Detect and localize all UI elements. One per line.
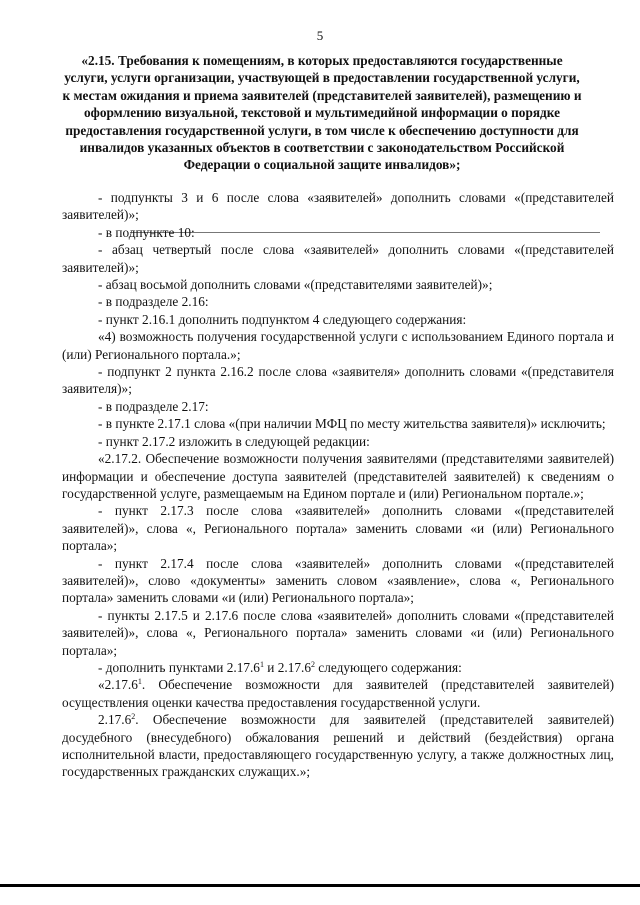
paragraph-9: - в подразделе 2.17: bbox=[98, 398, 209, 414]
paragraph-3: - абзац четвертый после слова «заявителей» дополнить словами «(представителей заявителей)»; bbox=[62, 242, 614, 275]
p18-sup: 2 bbox=[131, 712, 136, 722]
paragraph-4: - абзац восьмой дополнить словами «(представителями заявителей)»; bbox=[98, 277, 493, 293]
paragraph-16 bbox=[62, 659, 614, 676]
p17-text-a: «2.17.6 bbox=[98, 677, 138, 693]
p18-text-a: 2.17.6 bbox=[98, 712, 132, 728]
p16-text-b: и 2.17.6 bbox=[263, 659, 311, 675]
p16-text-a: - дополнить пунктами 2.17.6 bbox=[98, 659, 260, 675]
paragraph-14: - пункт 2.17.4 после слова «заявителей» дополнить словами «(представителей заявителей)», слово «документы» заменить словом «заявление», слова «, Регионального портала» заменить словами «и (или) Регионального портала»; bbox=[62, 555, 614, 606]
p16-sup-1: 1 bbox=[259, 659, 264, 669]
p16-text-c: следующего содержания: bbox=[314, 659, 462, 675]
p17-sup: 1 bbox=[137, 677, 142, 687]
paragraph-11: - пункт 2.17.2 изложить в следующей редакции: bbox=[98, 433, 370, 449]
paragraph-2: - в подпункте 10: bbox=[98, 224, 195, 240]
paragraph-5: - в подразделе 2.16: bbox=[98, 294, 209, 310]
paragraph-6: - пункт 2.16.1 дополнить подпунктом 4 следующего содержания: bbox=[98, 311, 467, 327]
p17-text-b: . Обеспечение возможности для заявителей (представителей заявителей) осуществления оценки качества предоставления государственной услуги. bbox=[62, 677, 614, 710]
paragraph-15: - пункты 2.17.5 и 2.17.6 после слова «заявителей» дополнить словами «(представителей заявителей)», слова «, Регионального портала» заменить словами «и (или) Регионального портала»; bbox=[62, 607, 614, 658]
paragraph-13: - пункт 2.17.3 после слова «заявителей» дополнить словами «(представителей заявителей)», слова «, Регионального портала» заменить словами «и (или) Регионального портала»; bbox=[62, 503, 614, 554]
paragraph-12: «2.17.2. Обеспечение возможности получения заявителями (представителями заявителей) информации и обеспечение доступа заявителей (представителей заявителей) к сведениям о государственной услуге, размещаемым на Едином портале и (или) Региональном портале.»; bbox=[62, 451, 614, 501]
paragraph-17 bbox=[62, 676, 614, 711]
section-heading: «2.15. Требования к помещениям, в которых предоставляются государственные услуги, услуги организации, участвующей в предоставлении государственной услуги, к местам ожидания и приема заявителей (представителей заявителей), размещению и оформлению визуальной, текстовой и мультимедийной информации о порядке предоставления государственной услуги, в том числе к обеспечению доступности для инвалидов указанных объектов в соответствии с законодательством Российской Федерации о социальной защите инвалидов»; bbox=[62, 53, 582, 173]
paragraph-18 bbox=[62, 711, 614, 781]
page-number: 5 bbox=[316, 28, 324, 43]
p16-sup-2: 2 bbox=[310, 659, 315, 669]
document-body bbox=[62, 189, 614, 781]
paragraph-10: - в пункте 2.17.1 слова «(при наличии МФЦ по месту жительства заявителя)» исключить; bbox=[98, 416, 606, 432]
page-bottom-rule bbox=[0, 884, 640, 887]
paragraph-8: - подпункт 2 пункта 2.16.2 после слова «заявителя» дополнить словами «(представителя заявителя)»; bbox=[62, 364, 614, 397]
paragraph-7: «4) возможность получения государственной услуги с использованием Единого портала и (или) Регионального портала.»; bbox=[62, 329, 614, 362]
paragraph-1: - подпункты 3 и 6 после слова «заявителей» дополнить словами «(представителей заявителей)»; bbox=[62, 190, 614, 223]
p18-text-b: . Обеспечение возможности для заявителей (представителей заявителей) досудебного (внесудебного) обжалования решений и действий (бездействия) органа исполнительной власти, предоставляющего государственную услугу, а также должностных лиц, государственных гражданских служащих.»; bbox=[62, 712, 614, 780]
